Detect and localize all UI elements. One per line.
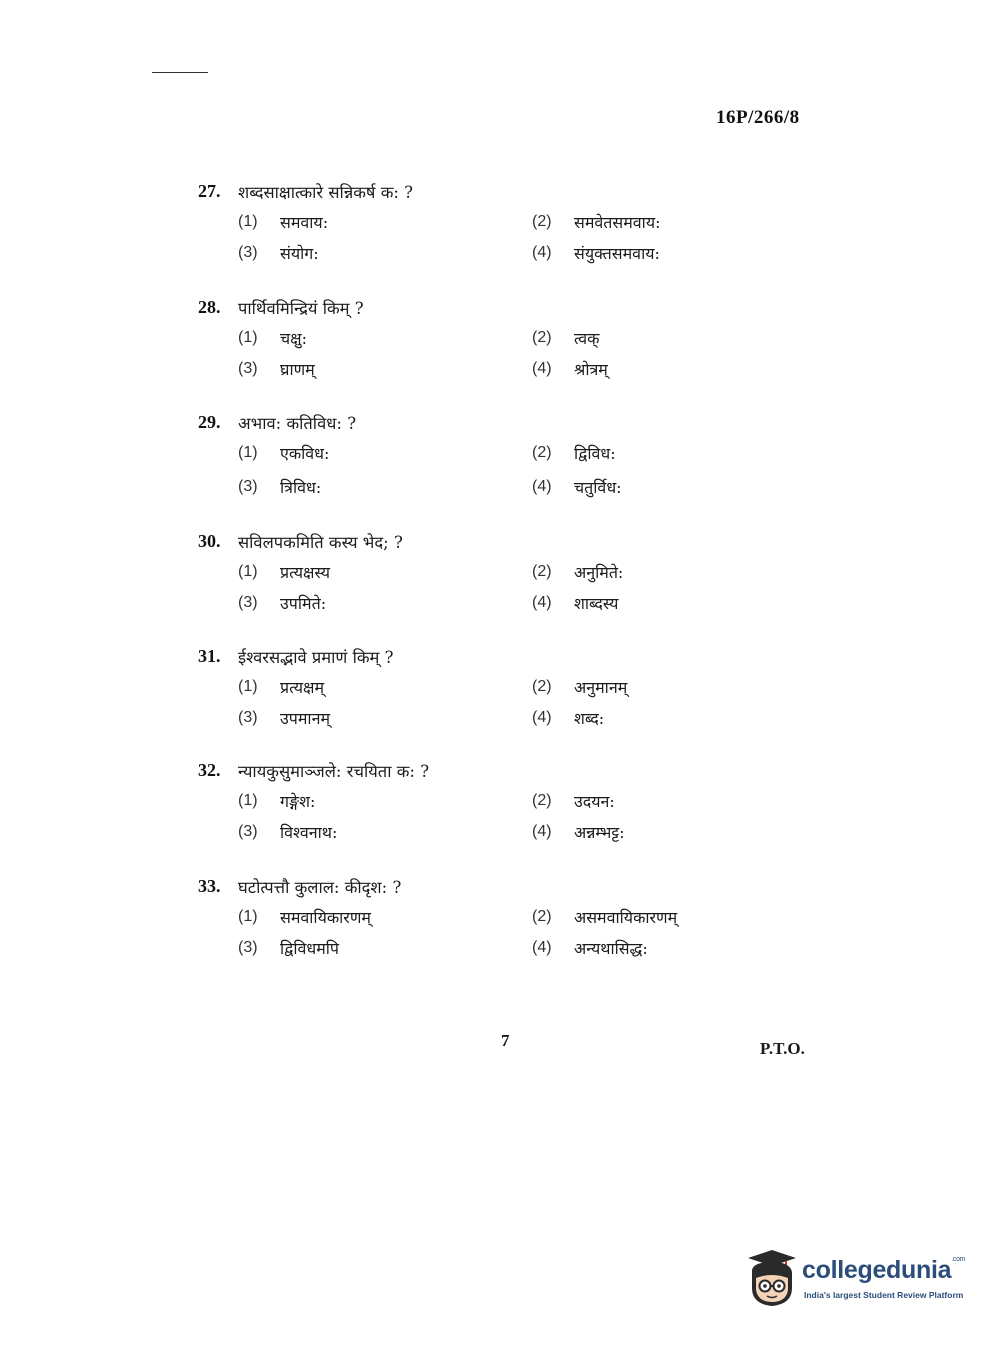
option-text: चतुर्विध: <box>574 477 622 497</box>
option-number: (2) <box>532 212 552 230</box>
question-stem <box>198 871 758 901</box>
question-text: ईश्वरसद्भावे प्रमाणं किम् ? <box>238 647 394 667</box>
option-4 <box>532 471 622 502</box>
option-number: (3) <box>238 477 258 495</box>
question-number: 29. <box>198 411 221 432</box>
question-stem <box>198 755 758 785</box>
option-number: (3) <box>238 938 258 956</box>
option-2 <box>532 671 627 702</box>
option-3 <box>238 471 321 502</box>
option-text: गङ्गेश: <box>280 791 316 811</box>
option-number: (2) <box>532 443 552 461</box>
question-stem <box>198 176 758 206</box>
option-number: (4) <box>532 359 552 377</box>
option-row <box>198 932 758 963</box>
question-text: न्यायकुसुमाञ्जले: रचयिता क: ? <box>238 761 430 781</box>
option-text: चक्षु: <box>280 328 308 348</box>
option-text: समवेतसमवाय: <box>574 212 661 232</box>
option-text: द्विविध: <box>574 443 616 463</box>
option-text: अनुमिते: <box>574 562 624 582</box>
option-text: विश्वनाथ: <box>280 822 338 842</box>
option-text: त्वक् <box>574 328 600 348</box>
option-2 <box>532 556 623 587</box>
option-row <box>198 671 758 702</box>
option-text: उपमिते: <box>280 593 327 613</box>
option-row <box>198 206 758 237</box>
option-text: घ्राणम् <box>280 359 315 379</box>
option-number: (3) <box>238 359 258 377</box>
option-1 <box>238 206 328 237</box>
page-number: 7 <box>501 1031 510 1050</box>
option-text: उपमानम् <box>280 708 331 728</box>
brand-tagline: India's largest Student Review Platform <box>804 1290 964 1300</box>
option-4 <box>532 816 625 847</box>
option-text: समवायिकारणम् <box>280 907 371 927</box>
option-3 <box>238 816 337 847</box>
question-text: शब्दसाक्षात्कारे सन्निकर्ष क: ? <box>238 182 414 202</box>
option-number: (4) <box>532 477 552 495</box>
option-number: (1) <box>238 907 258 925</box>
brand-name <box>802 1256 965 1285</box>
question-number: 28. <box>198 296 221 317</box>
option-4 <box>532 237 660 268</box>
option-text: संयुक्तसमवाय: <box>574 243 660 263</box>
brand-name-text: collegedunia <box>802 1256 952 1284</box>
question-stem <box>198 407 758 437</box>
option-number: (3) <box>238 822 258 840</box>
option-1 <box>238 785 315 816</box>
question-text: सविलपकमिति कस्य भेद; ? <box>238 532 403 552</box>
option-row <box>198 353 758 384</box>
question-stem <box>198 526 758 556</box>
question-28 <box>198 292 758 384</box>
option-1 <box>238 437 329 468</box>
option-text: अन्नम्भट्ट: <box>574 822 625 842</box>
question-stem <box>198 641 758 671</box>
option-row <box>198 785 758 816</box>
option-4 <box>532 587 618 618</box>
option-2 <box>532 901 677 932</box>
option-number: (2) <box>532 677 552 695</box>
question-text: अभाव: कतिविध: ? <box>238 413 357 433</box>
question-33 <box>198 871 758 963</box>
option-text: अन्यथासिद्ध: <box>574 938 648 958</box>
option-3 <box>238 587 326 618</box>
option-4 <box>532 932 648 963</box>
option-text: प्रत्यक्षम् <box>280 677 325 697</box>
paper-code: 16P/266/8 <box>716 107 800 128</box>
option-1 <box>238 671 324 702</box>
option-row <box>198 556 758 587</box>
option-number: (1) <box>238 328 258 346</box>
option-text: एकविध: <box>280 443 330 463</box>
option-4 <box>532 702 604 733</box>
option-number: (1) <box>238 677 258 695</box>
option-2 <box>532 322 599 353</box>
brand-suffix: .com <box>951 1256 966 1263</box>
option-number: (4) <box>532 708 552 726</box>
option-number: (1) <box>238 212 258 230</box>
option-4 <box>532 353 608 384</box>
option-number: (4) <box>532 243 552 261</box>
option-number: (1) <box>238 443 258 461</box>
option-1 <box>238 322 307 353</box>
question-29 <box>198 407 758 502</box>
option-text: त्रिविध: <box>280 477 322 497</box>
option-number: (1) <box>238 791 258 809</box>
option-number: (4) <box>532 938 552 956</box>
option-text: शब्द: <box>574 708 605 728</box>
option-3 <box>238 932 339 963</box>
question-number: 33. <box>198 875 221 896</box>
option-number: (4) <box>532 822 552 840</box>
question-32 <box>198 755 758 847</box>
option-number: (3) <box>238 593 258 611</box>
option-number: (2) <box>532 562 552 580</box>
corner-rule <box>152 72 208 73</box>
option-row <box>198 816 758 847</box>
question-31 <box>198 641 758 733</box>
option-text: शाब्दस्य <box>574 593 619 613</box>
option-row <box>198 702 758 733</box>
option-2 <box>532 206 661 237</box>
option-row <box>198 237 758 268</box>
option-row <box>198 322 758 353</box>
option-text: समवाय: <box>280 212 329 232</box>
option-2 <box>532 785 615 816</box>
option-text: प्रत्यक्षस्य <box>280 562 331 582</box>
mascot-logo-icon <box>742 1248 802 1310</box>
pto-label: P.T.O. <box>760 1039 805 1058</box>
option-1 <box>238 556 330 587</box>
option-number: (3) <box>238 708 258 726</box>
option-text: द्विविधमपि <box>280 938 340 958</box>
question-text: पार्थिवमिन्द्रियं किम् ? <box>238 298 364 318</box>
option-row <box>198 901 758 932</box>
option-number: (2) <box>532 907 552 925</box>
option-row <box>198 471 758 502</box>
option-number: (2) <box>532 328 552 346</box>
option-number: (2) <box>532 791 552 809</box>
brand-watermark <box>742 1248 972 1312</box>
option-text: श्रोत्रम् <box>574 359 608 379</box>
question-number: 30. <box>198 530 221 551</box>
question-text: घटोत्पत्तौ कुलाल: कीदृश: ? <box>238 877 402 897</box>
option-number: (3) <box>238 243 258 261</box>
option-row <box>198 587 758 618</box>
option-3 <box>238 702 330 733</box>
option-row <box>198 437 758 468</box>
option-1 <box>238 901 371 932</box>
option-text: उदयन: <box>574 791 615 811</box>
question-stem <box>198 292 758 322</box>
option-3 <box>238 353 315 384</box>
option-number: (1) <box>238 562 258 580</box>
option-text: संयोग: <box>280 243 319 263</box>
option-number: (4) <box>532 593 552 611</box>
option-text: अनुमानम् <box>574 677 628 697</box>
question-27 <box>198 176 758 268</box>
question-30 <box>198 526 758 618</box>
question-number: 32. <box>198 759 221 780</box>
option-2 <box>532 437 616 468</box>
option-text: असमवायिकारणम् <box>574 907 678 927</box>
question-number: 31. <box>198 645 221 666</box>
option-3 <box>238 237 319 268</box>
question-number: 27. <box>198 180 221 201</box>
